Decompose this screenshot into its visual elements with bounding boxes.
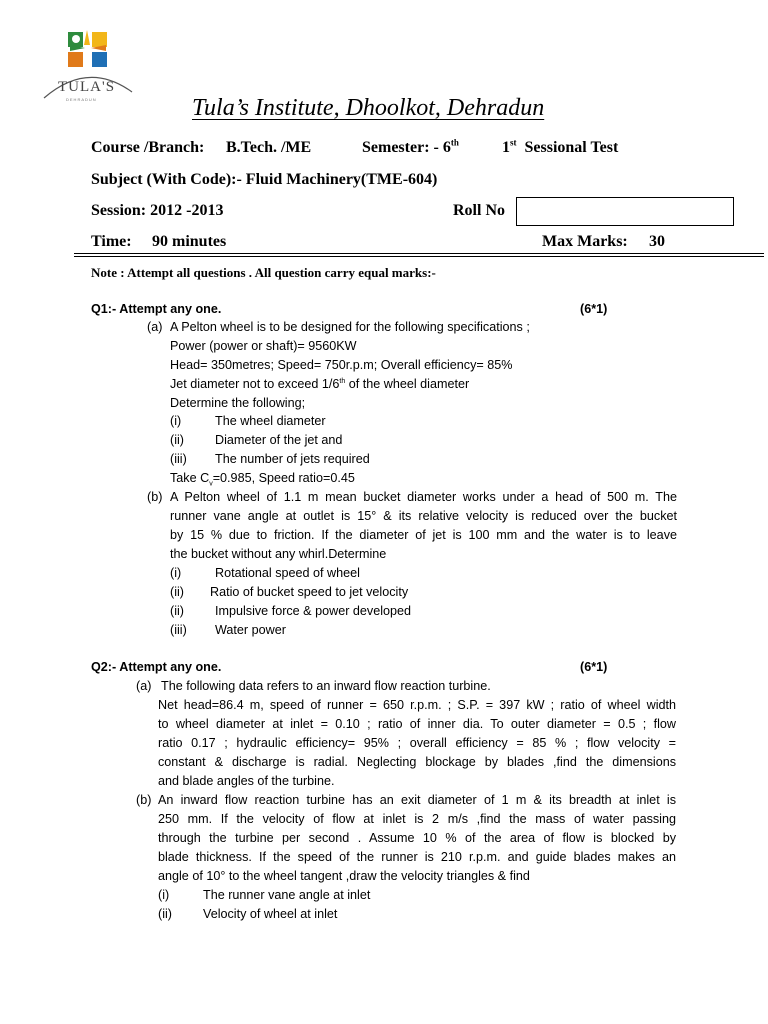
list-item-text: Velocity of wheel at inlet xyxy=(203,907,338,921)
q2-heading: Q2:- Attempt any one. xyxy=(91,660,222,674)
list-item xyxy=(158,886,370,905)
course-label: Course /Branch: xyxy=(91,139,205,156)
time-label: Time: xyxy=(91,233,132,250)
q1a-line4-text: Jet diameter not to exceed 1/6 xyxy=(170,377,340,391)
list-item-text: Rotational speed of wheel xyxy=(215,566,360,580)
q1a-line: Head= 350metres; Speed= 750r.p.m; Overall efficiency= 85% xyxy=(170,358,513,372)
course-value: B.Tech. /ME xyxy=(226,139,312,156)
list-item-num: (ii) xyxy=(170,585,184,599)
q2b-line: 250 mm. If the velocity of flow at inlet is 2 m/s ,find the mass of water passing xyxy=(158,812,676,826)
q2a-line: ratio 0.17 ; hydraulic efficiency= 95% ; overall efficiency = 85 % ; flow velocity = xyxy=(158,736,676,750)
semester-sup: th xyxy=(450,137,459,148)
test-label: Sessional Test xyxy=(524,139,619,156)
session: Session: 2012 -2013 xyxy=(91,202,224,219)
list-item-text: The number of jets required xyxy=(215,452,370,466)
list-item xyxy=(170,431,342,450)
q1a-take-rest: =0.985, Speed ratio=0.45 xyxy=(212,471,355,485)
q1-heading: Q1:- Attempt any one. xyxy=(91,302,222,316)
list-item-num: (iii) xyxy=(170,623,187,637)
roll-no-label: Roll No xyxy=(453,202,505,219)
header-divider xyxy=(74,253,764,254)
instructions-note: Note : Attempt all questions . All question carry equal marks:- xyxy=(91,265,436,280)
q2b-line: blade thickness. If the speed of the runner is 210 r.p.m. and guide blades makes an xyxy=(158,850,676,864)
q2-marks: (6*1) xyxy=(580,660,608,674)
q1b-line: the bucket without any whirl.Determine xyxy=(170,547,387,561)
list-item xyxy=(170,621,286,640)
logo-subtitle: DEHRADUN xyxy=(66,97,97,102)
q1a-take xyxy=(170,469,355,488)
subject: Subject (With Code):- Fluid Machinery(TME-604) xyxy=(91,171,438,188)
list-item xyxy=(170,602,411,621)
list-item-text: Water power xyxy=(215,623,286,637)
q1a-line4-sup: th xyxy=(339,377,346,385)
test-sup: st xyxy=(510,137,517,148)
list-item xyxy=(158,905,337,924)
q1a-label: (a) xyxy=(147,320,163,334)
q2a-label: (a) xyxy=(136,679,152,693)
list-item xyxy=(170,450,370,469)
list-item-num: (ii) xyxy=(158,907,172,921)
q1a-line: Power (power or shaft)= 9560KW xyxy=(170,339,357,353)
time-value: 90 minutes xyxy=(152,233,227,250)
list-item-text: Impulsive force & power developed xyxy=(215,604,412,618)
list-item-num: (ii) xyxy=(170,604,184,618)
max-marks-label: Max Marks: xyxy=(542,233,628,250)
list-item-text: Ratio of bucket speed to jet velocity xyxy=(210,585,409,599)
q1b-line: runner vane angle at outlet is 15° & its relative velocity is reduced over the bucket xyxy=(170,509,677,523)
q1b-label: (b) xyxy=(147,490,163,504)
q1a-line4-rest: of the wheel diameter xyxy=(345,377,470,391)
roll-no-box[interactable] xyxy=(516,197,734,226)
q1-marks: (6*1) xyxy=(580,302,608,316)
list-item xyxy=(170,583,408,602)
q2b-line: through the turbine per second . Assume 10 % of the area of flow is blocked by xyxy=(158,831,676,845)
logo-wordmark: TULA'S xyxy=(58,79,116,95)
list-item-num: (iii) xyxy=(170,452,187,466)
list-item xyxy=(170,564,360,583)
q2a-line: constant & discharge is radial. Neglecting blockage by blades ,find the dimensions xyxy=(158,755,676,769)
max-marks-value: 30 xyxy=(649,233,665,250)
q2b-line: An inward flow reaction turbine has an exit diameter of 1 m & its breadth at inlet is xyxy=(158,793,676,807)
q1a-line xyxy=(170,375,469,394)
list-item-text: Diameter of the jet and xyxy=(215,433,343,447)
test-number: 1 xyxy=(502,139,510,156)
q1a-line: A Pelton wheel is to be designed for the following specifications ; xyxy=(170,320,530,334)
list-item-num: (i) xyxy=(170,414,182,428)
q2a-line: to wheel diameter at inlet = 0.10 ; ratio of inner dia. To outer diameter = 0.5 ; flow xyxy=(158,717,676,731)
q2b-line: angle of 10° to the wheel tangent ,draw the velocity triangles & find xyxy=(158,869,530,883)
q2a-line: Net head=86.4 m, speed of runner = 650 r.p.m. ; S.P. = 397 kW ; ratio of wheel width xyxy=(158,698,676,712)
list-item xyxy=(170,412,326,431)
semester xyxy=(362,139,459,157)
semester-label: Semester: - 6 xyxy=(362,139,451,156)
list-item-text: The runner vane angle at inlet xyxy=(203,888,371,902)
institute-title: Tula’s Institute, Dhoolkot, Dehradun xyxy=(192,95,545,121)
sessional-test xyxy=(502,139,618,157)
list-item-num: (ii) xyxy=(170,433,184,447)
q2a-line: and blade angles of the turbine. xyxy=(158,774,335,788)
list-item-num: (i) xyxy=(170,566,182,580)
q1a-take-text: Take C xyxy=(170,471,210,485)
q2a-line: The following data refers to an inward flow reaction turbine. xyxy=(161,679,491,693)
q2b-label: (b) xyxy=(136,793,152,807)
q1b-line: A Pelton wheel of 1.1 m mean bucket diameter works under a head of 500 m. The xyxy=(170,490,677,504)
q1a-take-sub: v xyxy=(209,480,213,488)
list-item-num: (i) xyxy=(158,888,170,902)
header-divider xyxy=(74,256,764,257)
q1b-line: by 15 % due to friction. If the diameter of jet is 100 mm and the water is to leave xyxy=(170,528,677,542)
q1a-line: Determine the following; xyxy=(170,396,306,410)
list-item-text: The wheel diameter xyxy=(215,414,326,428)
